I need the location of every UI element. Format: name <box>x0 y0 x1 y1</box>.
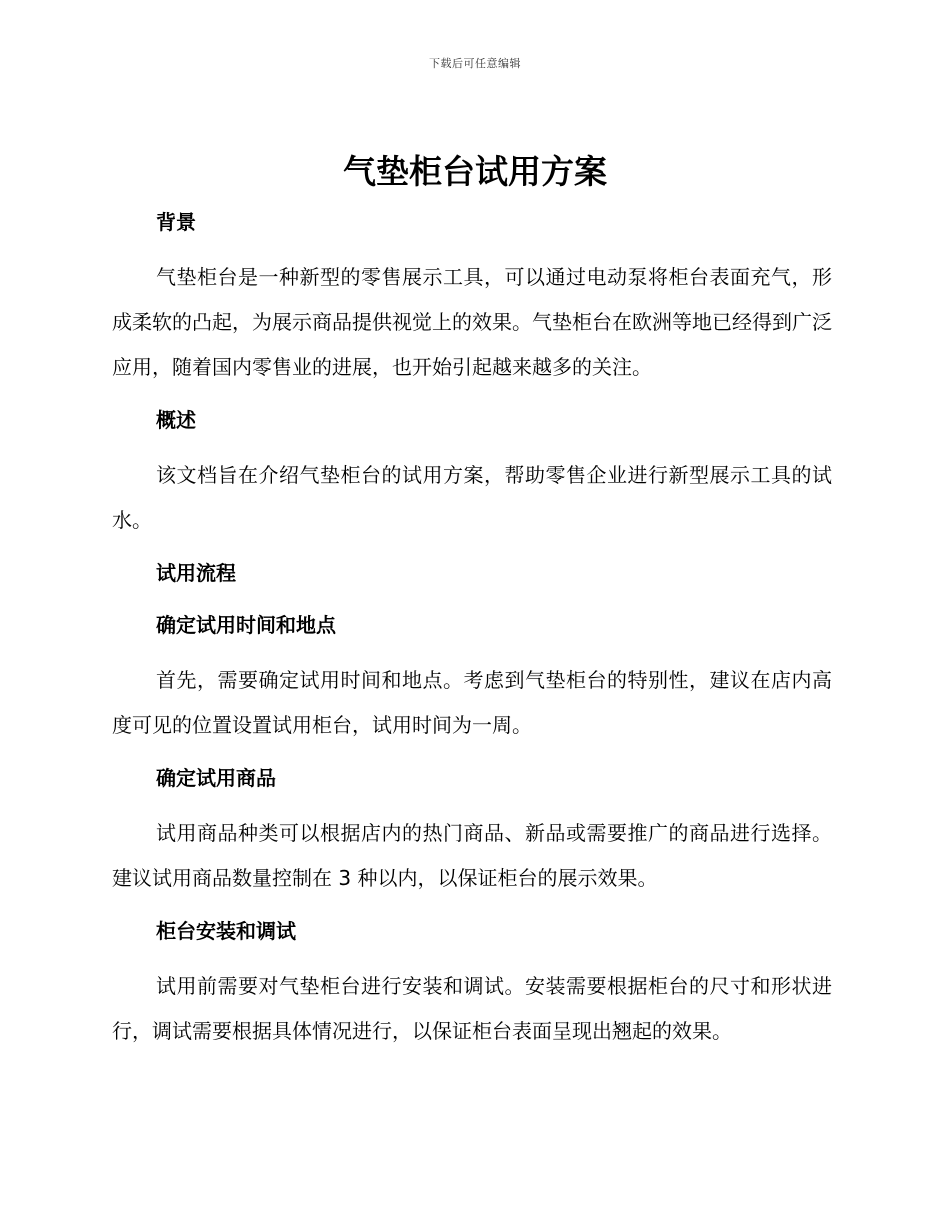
document-title: 气垫柜台试用方案 <box>343 152 607 191</box>
section-paragraph-background: 气垫柜台是一种新型的零售展示工具，可以通过电动泵将柜台表面充气，形成柔软的凸起，为展示商品提供视觉上的效果。气垫柜台在欧洲等地已经得到广泛应用，随着国内零售业的进展，也开始引起越来越多的关注。 <box>112 265 832 379</box>
header-note: 下载后可任意编辑 <box>429 57 521 70</box>
section-heading-trial-products: 确定试用商品 <box>156 766 276 790</box>
section-paragraph-trial-products: 试用商品种类可以根据店内的热门商品、新品或需要推广的商品进行选择。建议试用商品数量控制在 3 种以内，以保证柜台的展示效果。 <box>112 821 832 890</box>
section-heading-trial-process: 试用流程 <box>156 561 236 585</box>
section-paragraph-install-debug: 试用前需要对气垫柜台进行安装和调试。安装需要根据柜台的尺寸和形状进行，调试需要根据具体情况进行，以保证柜台表面呈现出翘起的效果。 <box>112 974 832 1043</box>
section-heading-time-location: 确定试用时间和地点 <box>156 613 336 637</box>
section-paragraph-overview: 该文档旨在介绍气垫柜台的试用方案，帮助零售企业进行新型展示工具的试水。 <box>112 463 832 532</box>
section-paragraph-time-location: 首先，需要确定试用时间和地点。考虑到气垫柜台的特别性，建议在店内高度可见的位置设置试用柜台，试用时间为一周。 <box>112 668 832 737</box>
section-heading-background: 背景 <box>156 210 196 234</box>
section-heading-install-debug: 柜台安装和调试 <box>156 919 296 943</box>
document-body <box>112 202 832 1070</box>
section-heading-overview: 概述 <box>156 408 196 432</box>
